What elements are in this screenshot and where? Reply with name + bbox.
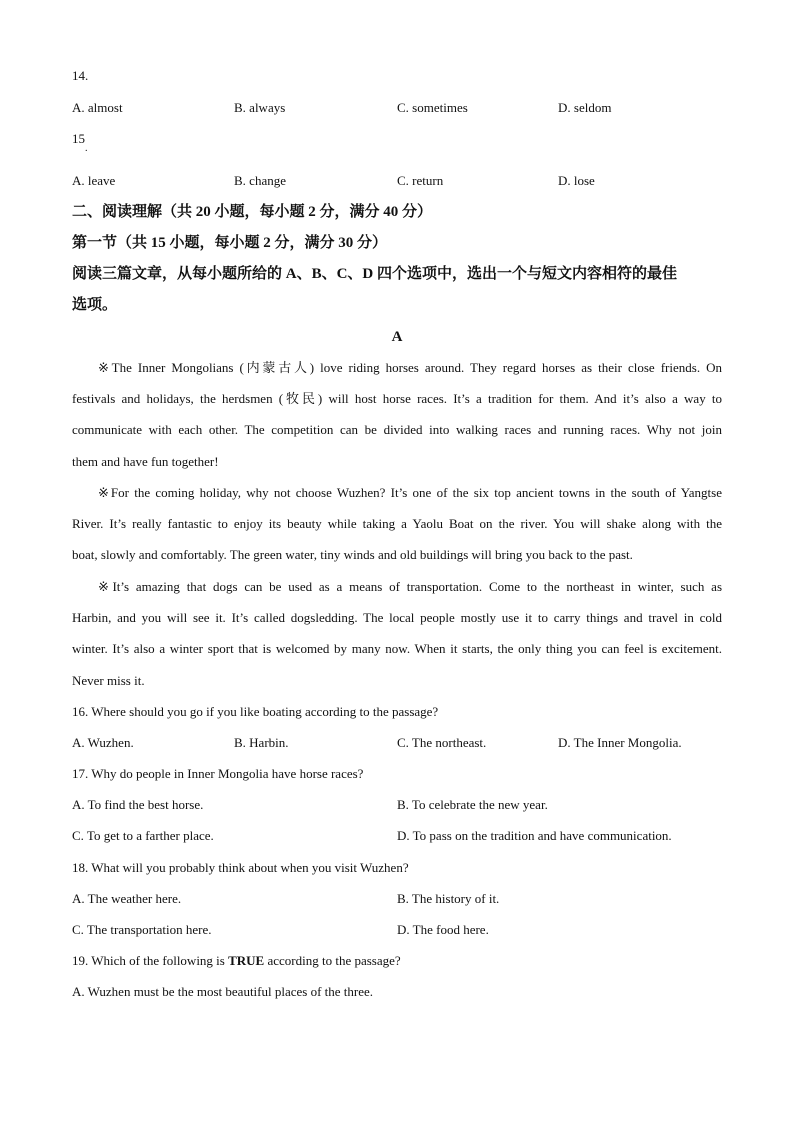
q18-option-b: B. The history of it. bbox=[397, 891, 500, 906]
q17-option-b: B. To celebrate the new year. bbox=[397, 797, 548, 812]
section-instruction-line2: 选项。 bbox=[72, 297, 118, 313]
q14-option-c: C. sometimes bbox=[397, 100, 468, 115]
q14-option-a: A. almost bbox=[72, 100, 123, 115]
q16-option-a: A. Wuzhen. bbox=[72, 735, 134, 750]
question-15-dot: . bbox=[85, 143, 88, 154]
question-19-stem-emphasis: TRUE bbox=[228, 953, 265, 968]
paragraph-2-line-1: ※For the coming holiday, why not choose Wuzhen? It’s one of the six top ancient towns in the south of Yangtse bbox=[98, 485, 722, 500]
paragraph-2-line-3: boat, slowly and comfortably. The green water, tiny winds and old buildings will bring you back to the past. bbox=[72, 547, 633, 563]
passage-paragraph-1 bbox=[72, 352, 722, 477]
question-14-number: 14. bbox=[72, 68, 89, 83]
q16-option-b: B. Harbin. bbox=[234, 735, 289, 750]
question-18-stem: 18. What will you probably think about when you visit Wuzhen? bbox=[72, 860, 409, 875]
passage-paragraph-3 bbox=[72, 571, 722, 696]
paragraph-3-line-1: ※It’s amazing that dogs can be used as a means of transportation. Come to the northeast in winter, such as bbox=[98, 579, 722, 594]
q15-option-c: C. return bbox=[397, 173, 444, 188]
q19-option-a: A. Wuzhen must be the most beautiful places of the three. bbox=[72, 984, 374, 999]
paragraph-3-line-2: Harbin, and you will see it. It’s called dogsledding. The local people mostly use it to carry things and travel in cold bbox=[72, 610, 722, 626]
q14-option-b: B. always bbox=[234, 100, 286, 115]
paragraph-3-line-4: Never miss it. bbox=[72, 672, 145, 688]
question-17-stem: 17. Why do people in Inner Mongolia have horse races? bbox=[72, 766, 364, 781]
passage-paragraph-2 bbox=[72, 477, 722, 571]
paragraph-1-line-3: communicate with each other. The competition can be divided into walking races and running races. Why not join bbox=[72, 422, 722, 438]
paragraph-1-line-2: festivals and holidays, the herdsmen (牧民) will host horse races. It’s a tradition for them. And it’s also a way to bbox=[72, 391, 722, 407]
paragraph-2-line-2: River. It’s really fantastic to enjoy its beauty while taking a Yaolu Boat on the river. You will shake along with the bbox=[72, 516, 722, 532]
section-title: 二、阅读理解（共 20 小题，每小题 2 分，满分 40 分） bbox=[72, 204, 433, 220]
q18-option-c: C. The transportation here. bbox=[72, 922, 212, 937]
question-19-stem bbox=[72, 953, 401, 969]
section-subtitle: 第一节（共 15 小题，每小题 2 分，满分 30 分） bbox=[72, 235, 388, 251]
q15-option-d: D. lose bbox=[558, 173, 595, 188]
q15-option-a: A. leave bbox=[72, 173, 116, 188]
q18-option-d: D. The food here. bbox=[397, 922, 489, 937]
q17-option-d: D. To pass on the tradition and have communication. bbox=[397, 828, 672, 843]
q17-option-c: C. To get to a farther place. bbox=[72, 828, 214, 843]
q16-option-d: D. The Inner Mongolia. bbox=[558, 735, 682, 750]
paragraph-1-line-1: ※The Inner Mongolians (内蒙古人) love riding horses around. They regard horses as their close friends. On bbox=[98, 360, 722, 375]
q18-option-a: A. The weather here. bbox=[72, 891, 182, 906]
paragraph-3-line-3: winter. It’s also a winter sport that is welcomed by many now. When it starts, the only thing you can feel is excitement. bbox=[72, 641, 722, 657]
q16-option-c: C. The northeast. bbox=[397, 735, 487, 750]
question-19-stem-end: according to the passage? bbox=[264, 953, 401, 968]
paragraph-1-line-4: them and have fun together! bbox=[72, 453, 219, 469]
q17-option-a: A. To find the best horse. bbox=[72, 797, 204, 812]
question-19-stem-start: 19. Which of the following is bbox=[72, 953, 229, 968]
question-15-number: 15 bbox=[72, 131, 85, 146]
section-instruction-line1: 阅读三篇文章，从每小题所给的 A、B、C、D 四个选项中，选出一个与短文内容相符的最佳 bbox=[72, 266, 678, 282]
q15-option-b: B. change bbox=[234, 173, 286, 188]
question-16-stem: 16. Where should you go if you like boating according to the passage? bbox=[72, 704, 439, 719]
q14-option-d: D. seldom bbox=[558, 100, 612, 115]
passage-label: A bbox=[391, 329, 403, 345]
